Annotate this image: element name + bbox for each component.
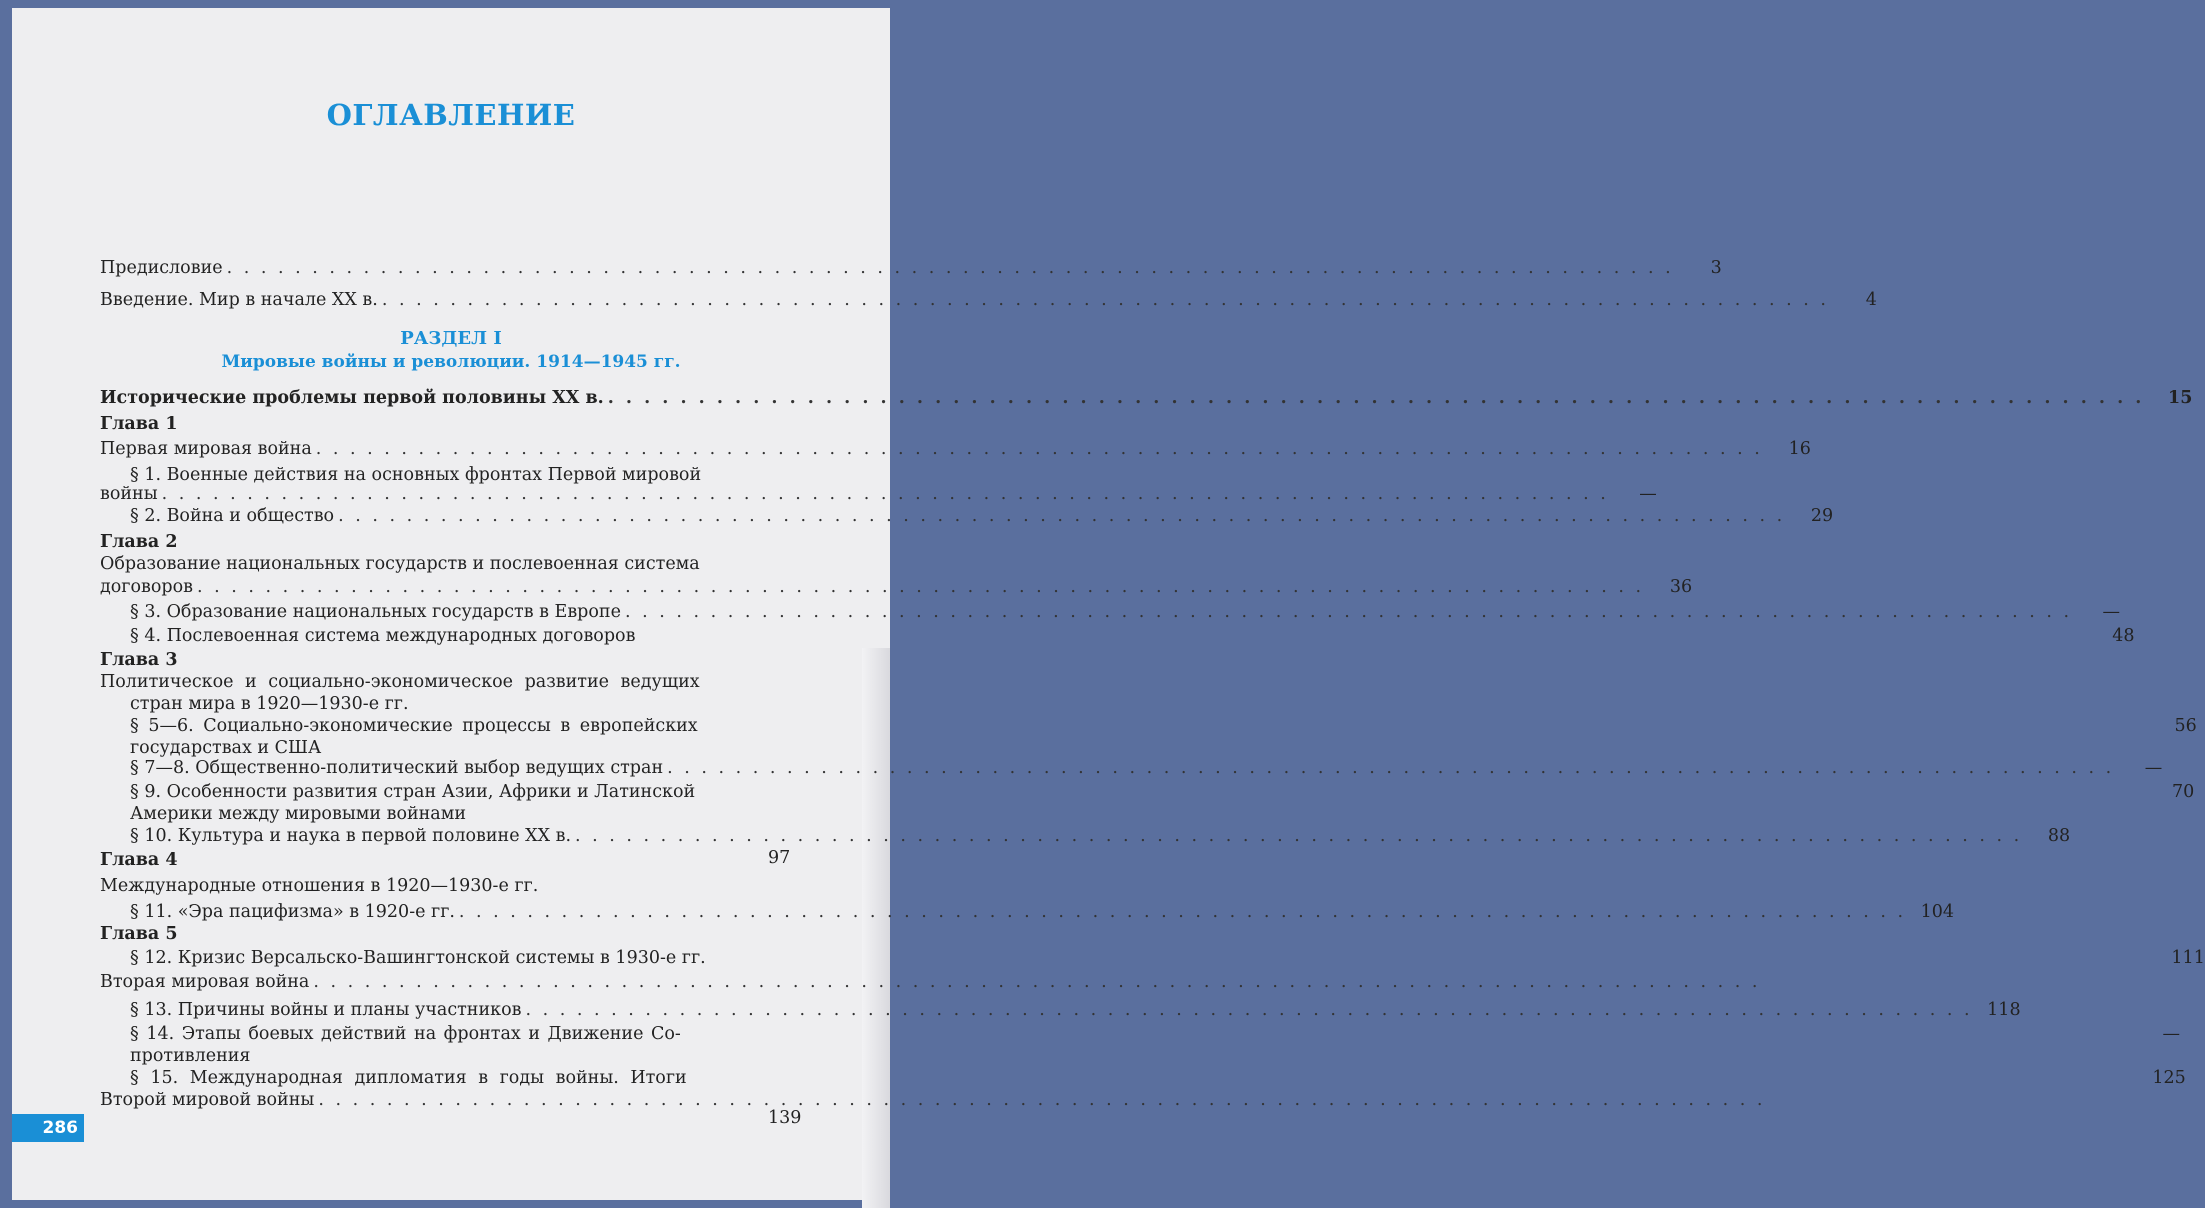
toc-entry-ch2-line1: Образование национальных государств и послевоенная система	[100, 554, 700, 574]
leader-dots	[575, 826, 2022, 847]
chapter-5-label: Глава 5	[100, 924, 178, 944]
toc-entry-p13: § 13. Причины войны и планы участников . . . 118	[130, 1000, 910, 1021]
toc-entry-introduction: Введение. Мир в начале XX в. . . . 4	[100, 290, 910, 311]
chapter-2-label: Глава 2	[100, 532, 178, 552]
page-title: ОГЛАВЛЕНИЕ	[326, 98, 576, 132]
book-page	[12, 8, 2205, 1200]
leader-dots	[382, 290, 1829, 311]
section-subtitle: Мировые войны и революции. 1914—1945 гг.	[221, 352, 681, 372]
toc-entry-p14-line2: противления	[130, 1046, 251, 1066]
leader-dots	[459, 902, 1906, 923]
leader-dots	[162, 484, 1609, 505]
toc-entry-ch3-line1: Политическое и социально-экономическое развитие ведущих	[100, 672, 700, 692]
toc-entry-ch3-line2: стран мира в 1920—1930-е гг.	[130, 694, 409, 714]
toc-entry-p14-line1: § 14. Этапы боевых действий на фронтах и Движение Со- —	[130, 1024, 2180, 1044]
leader-dots	[338, 506, 1785, 527]
toc-entry-p9-line2: Америки между мировыми войнами	[130, 804, 467, 824]
section-name: РАЗДЕЛ I	[400, 328, 502, 349]
leader-dots	[608, 388, 2145, 409]
leader-dots	[316, 439, 1763, 460]
toc-entry-p2: § 2. Война и общество . . . 29	[130, 506, 910, 527]
toc-entry-p15-line1: § 15. Международная дипломатия в годы войны. Итоги 125	[130, 1068, 2186, 1088]
leader-dots	[227, 258, 1674, 279]
leader-dots	[313, 972, 1760, 993]
chapter-4-label: Глава 4	[100, 850, 178, 870]
toc-entry-p11: § 11. «Эра пацифизма» в 1920-е гг. . . . 104	[130, 902, 910, 923]
chapter-1-label: Глава 1	[100, 414, 178, 434]
toc-entry-p1-line2: войны . . . —	[130, 484, 910, 505]
leader-dots	[525, 1000, 1972, 1021]
toc-entry-p4: § 4. Послевоенная система международных договоров 48	[130, 626, 2135, 646]
toc-entry-p56-line1: § 5—6. Социально-экономические процессы в европейских 56	[130, 716, 2197, 736]
toc-entry-ch4-title: Международные отношения в 1920—1930-е гг.	[100, 876, 539, 896]
leader-dots	[318, 1090, 1765, 1111]
toc-entry-ch5-title: Вторая мировая война . . .	[100, 972, 910, 993]
page-number-badge: 286	[12, 1114, 84, 1142]
toc-entry-p9-line1: § 9. Особенности развития стран Азии, Африки и Латинской 70	[130, 782, 2195, 802]
leader-dots	[667, 758, 2114, 779]
toc-entry-p15-line2: Второй мировой войны . . .	[100, 1090, 880, 1111]
toc-entry-p3: § 3. Образование национальных государств в Европе . . . —	[130, 602, 910, 623]
toc-entry-historical: Исторические проблемы первой половины XX в. . . . 15	[100, 388, 910, 409]
toc-entry-p12: § 12. Кризис Версальско-Вашингтонской системы в 1930-е гг. 111	[130, 948, 2205, 968]
toc-entry-ch1-title: Первая мировая война . . . 16	[100, 439, 910, 460]
toc-entry-ch2-line2: договоров . . . 36	[100, 577, 910, 598]
toc-page-139: 139	[768, 1108, 802, 1128]
toc-page-97: 97	[768, 848, 791, 868]
chapter-3-label: Глава 3	[100, 650, 178, 670]
toc-entry-p78: § 7—8. Общественно-политический выбор ведущих стран . . . —	[130, 758, 910, 779]
toc-entry-p1-line1: § 1. Военные действия на основных фронтах Первой мировой	[130, 465, 702, 485]
toc-entry-p56-line2: государствах и США	[130, 738, 322, 758]
leader-dots	[197, 577, 1644, 598]
toc-entry-preface: Предисловие . . . 3	[100, 258, 910, 279]
leader-dots	[625, 602, 2072, 623]
toc-entry-p10: § 10. Культура и наука в первой половине XX в. . . . 88	[130, 826, 910, 847]
